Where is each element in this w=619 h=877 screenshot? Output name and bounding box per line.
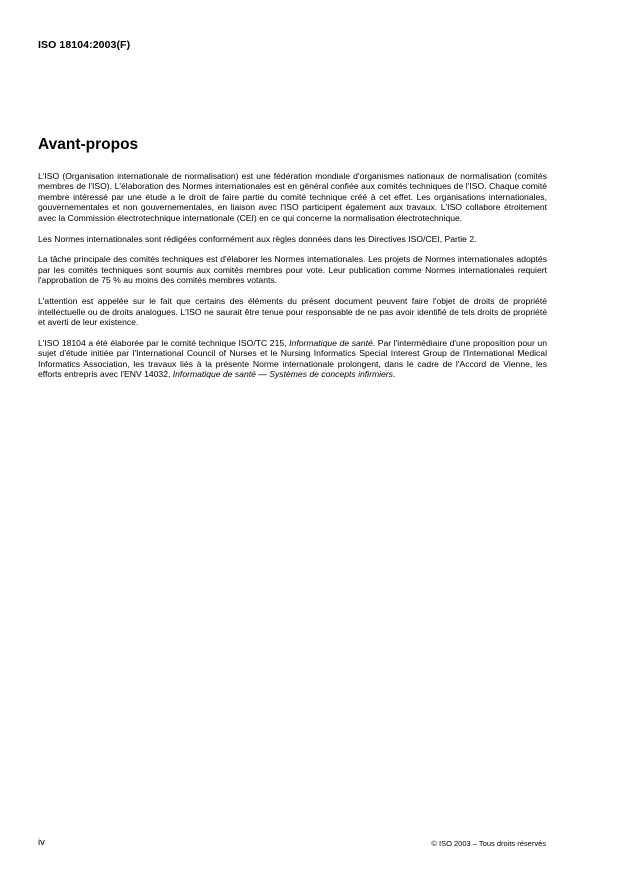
foreword-body xyxy=(38,171,547,390)
page-number: iv xyxy=(38,837,45,848)
env-title-italic: Informatique de santé — Systèmes de concepts infirmiers xyxy=(172,369,393,380)
paragraph-directives: Les Normes internationales sont rédigées conformément aux règles données dans les Directives ISO/CEI, Partie 2. xyxy=(38,233,477,244)
paragraph-iso-organisation: L'ISO (Organisation internationale de normalisation) est une fédération mondiale d'organismes nationaux de normalisation (comités membres de l'ISO). L'élaboration des Normes internationales est en général confiée aux comités techniques de l'ISO. Chaque comité membre intéressé par une étude a le droit de faire partie du comité technique créé à cet effet. Les organisations internationales, gouvernementales et non gouvernementales, en liaison avec l'ISO participent également aux travaux. L'ISO collabore étroitement avec la Commission électrotechnique internationale (CEI) en ce qui concerne la normalisation électrotechnique. xyxy=(38,171,547,223)
paragraph-iso-18104 xyxy=(38,338,547,380)
paragraph-iso-18104-part1: L'ISO 18104 a été élaborée par le comité technique ISO/TC 215, xyxy=(38,337,290,348)
paragraph-iso-18104-part2: . Par l'intermédiaire d'une proposition pour un sujet d'étude initiée par l'International Council of Nurses et le Nursing Informatics Special Interest Group de l'International Medical Informatics Association, les travaux liés à la présente Norme internationale prolongent, dans le cadre de l'Accord de Vienne, les efforts entrepris avec l'ENV 14032, xyxy=(38,337,547,380)
document-id: ISO 18104:2003(F) xyxy=(38,39,131,51)
paragraph-technical-committees: La tâche principale des comités techniques est d'élaborer les Normes internationales. Les projets de Normes internationales adoptés par les comités techniques sont soumis aux comités membres pour vote. Leur publication comme Normes internationales requiert l'approbation de 75 % au moins des comités membres votants. xyxy=(38,254,547,286)
paragraph-patent-rights: L'attention est appelée sur le fait que certains des éléments du présent document peuvent faire l'objet de droits de propriété intellectuelle ou de droits analogues. L'ISO ne saurait être tenue pour responsable de ne pas avoir identifié de tels droits de propriété et averti de leur existence. xyxy=(38,296,547,327)
paragraph-iso-18104-part3: . xyxy=(392,369,396,380)
committee-title-italic: Informatique de santé xyxy=(289,337,373,348)
page-title: Avant-propos xyxy=(38,136,139,153)
copyright-notice: © ISO 2003 – Tous droits réservés xyxy=(431,839,546,848)
